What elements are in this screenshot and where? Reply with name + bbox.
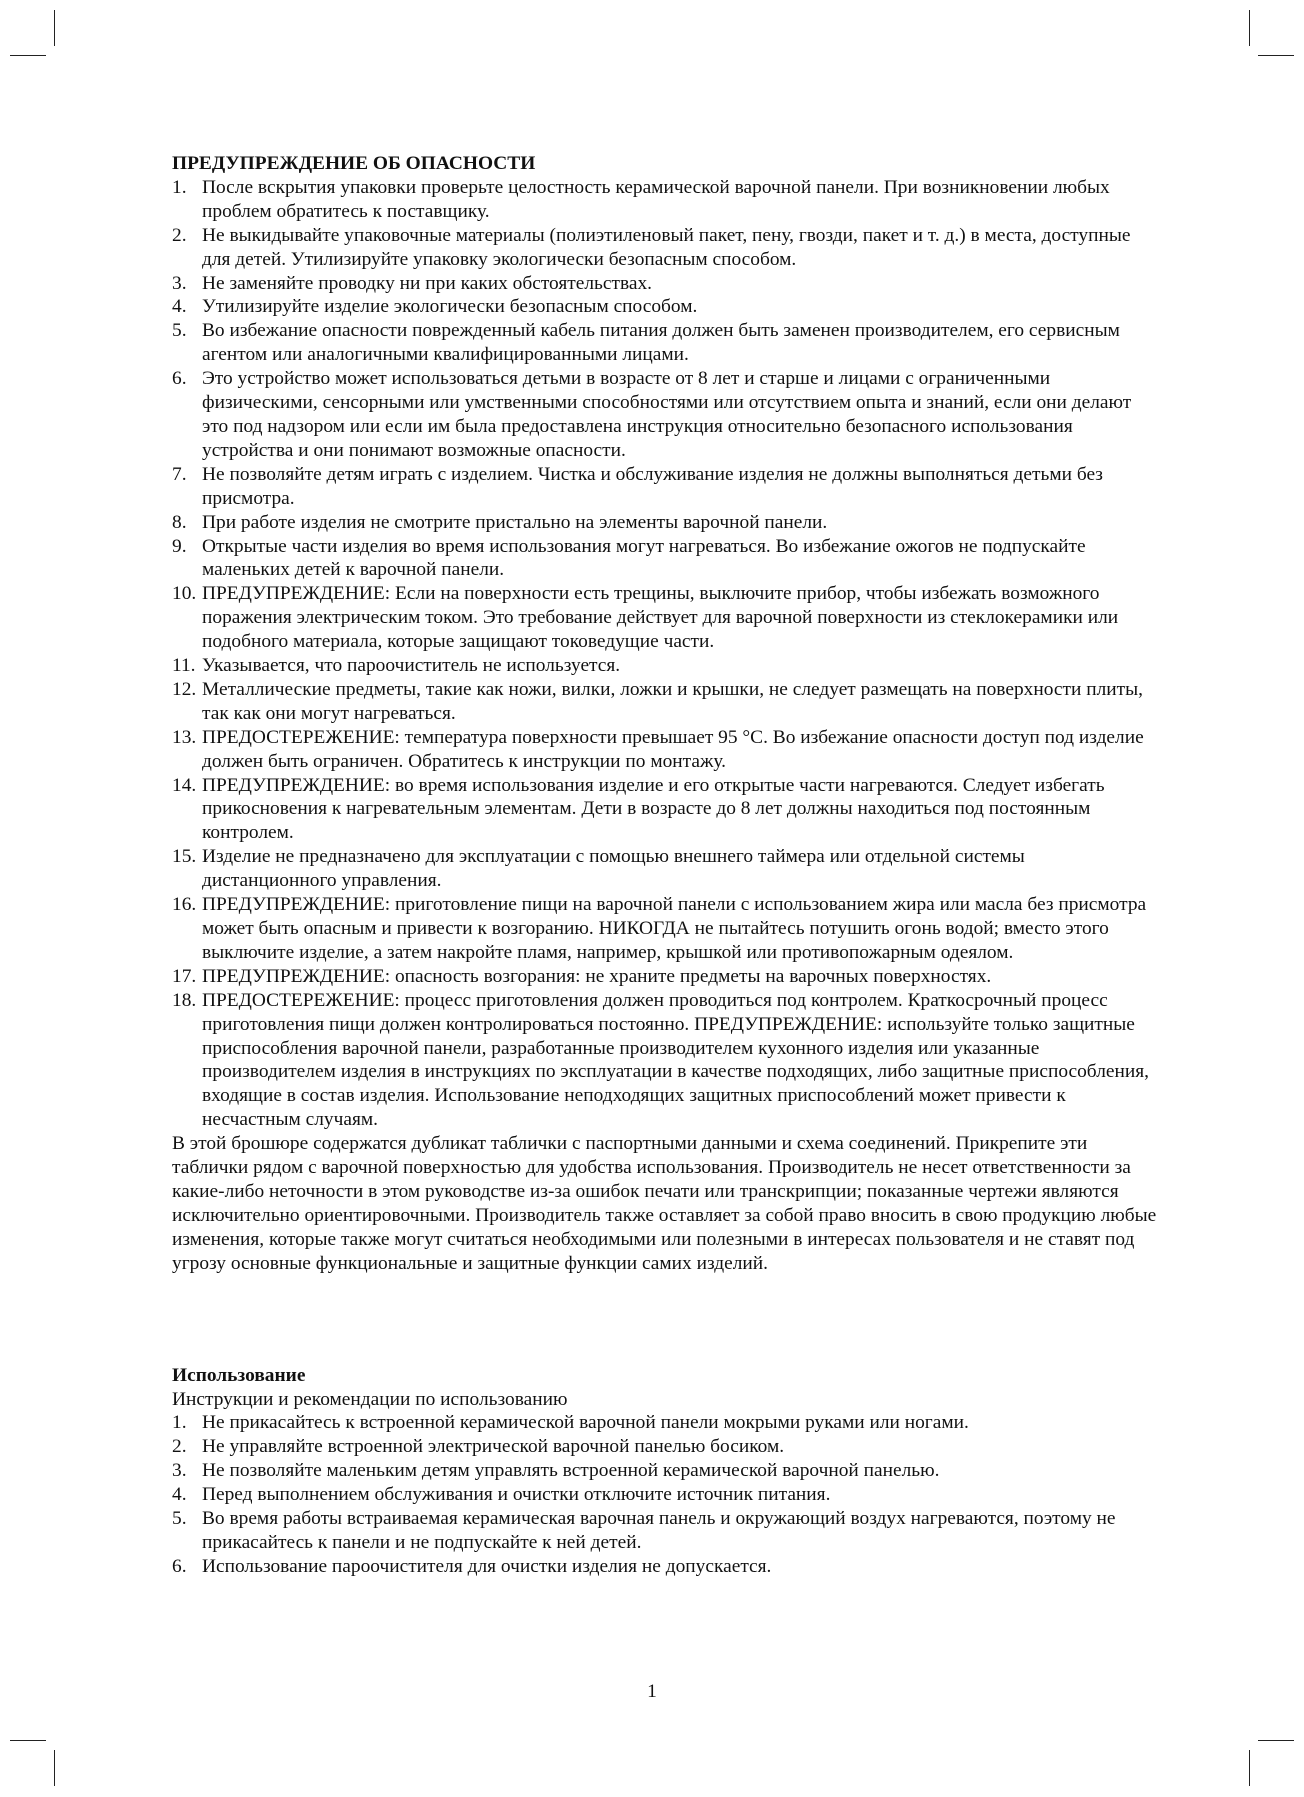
list-item [172,319,1162,367]
list-item [172,1507,1162,1555]
list-item-text: ПРЕДУПРЕЖДЕНИЕ: во время использования изделие и его открытые части нагреваются. Следует избегать прикосновения к нагревательным элементам. Дети в возрасте до 8 лет должны находиться под постоянным контролем. [202,774,1105,844]
list-item-number: 10. [172,583,197,605]
list-item [172,582,1162,654]
usage-list [172,1411,1162,1578]
list-item-text: Не прикасайтесь к встроенной керамической варочной панели мокрыми руками или ногами. [202,1412,969,1434]
list-item-text: Не заменяйте проводку ни при каких обстоятельствах. [202,272,653,294]
list-item-number: 6. [172,1555,187,1577]
list-item-number: 4. [172,1484,187,1506]
list-item [172,367,1162,463]
list-item-text: ПРЕДОСТЕРЕЖЕНИЕ: температура поверхности превышает 95 °С. Во избежание опасности доступ под изделие должен быть ограничен. Обратитесь к инструкции по монтажу. [202,726,1144,772]
list-item-text: ПРЕДУПРЕЖДЕНИЕ: Если на поверхности есть трещины, выключите прибор, чтобы избежать возможного поражения электрическим током. Это требование действует для варочной поверхности из стеклокерамики или подобного материала, которые защищают токоведущие части. [202,583,1119,653]
list-item-text: Это устройство может использоваться детьми в возрасте от 8 лет и старше и лицами с ограниченными физическими, сенсорными или умственными способностями или отсутствием опыта и знаний, если они делают это под надзором или если им была предоставлена инструкция относительно безопасного использования устройства и они понимают возможные опасности. [202,368,1132,461]
list-item-number: 13. [172,726,197,748]
list-item [172,272,1162,296]
list-item-text: После вскрытия упаковки проверьте целостность керамической варочной панели. При возникновении любых проблем обратитесь к поставщику. [202,176,1110,222]
crop-mark [54,1750,55,1786]
list-item [172,678,1162,726]
list-item-text: Открытые части изделия во время использования могут нагреваться. Во избежание ожогов не подпускайте маленьких детей к варочной панели. [202,535,1086,581]
list-item [172,774,1162,846]
list-item [172,463,1162,511]
page-number: 1 [647,1681,657,1702]
list-item [172,224,1162,272]
list-item [172,654,1162,678]
document-body [172,152,1162,1579]
spacer [172,1276,1162,1364]
list-item-text: Металлические предметы, такие как ножи, вилки, ложки и крышки, не следует размещать на поверхности плиты, так как они могут нагреваться. [202,678,1143,724]
crop-mark [1249,1750,1250,1786]
list-item-text: Использование пароочистителя для очистки изделия не допускается. [202,1555,772,1577]
list-item [172,176,1162,224]
list-item-number: 9. [172,535,187,557]
list-item [172,893,1162,965]
list-item-number: 14. [172,774,197,796]
section-heading-usage: Использование [172,1364,306,1386]
list-item-text: ПРЕДОСТЕРЕЖЕНИЕ: процесс приготовления должен проводиться под контролем. Краткосрочный процесс приготовления пищи должен контролироваться постоянно. ПРЕДУПРЕЖДЕНИЕ: используйте только защитные приспособления варочной панели, разработанные производителем кухонного изделия или указанные производителем изделия в инструкциях по эксплуатации в качестве подходящих, либо защитные приспособления, входящие в состав изделия. Использование неподходящих защитных приспособлений может привести к несчастным случаям. [202,989,1149,1131]
list-item-number: 3. [172,1460,187,1482]
list-item [172,845,1162,893]
list-item-number: 2. [172,224,187,246]
list-item-number: 5. [172,320,187,342]
list-item-text: Не позволяйте маленьким детям управлять встроенной керамической варочной панелью. [202,1460,940,1482]
list-item-number: 7. [172,463,187,485]
list-item-number: 2. [172,1436,187,1458]
usage-subheading: Инструкции и рекомендации по использованию [172,1388,568,1410]
list-item-text: Не позволяйте детям играть с изделием. Чистка и обслуживание изделия не должны выполняться детьми без присмотра. [202,463,1103,509]
list-item-text: Утилизируйте изделие экологически безопасным способом. [202,296,698,318]
list-item [172,1435,1162,1459]
list-item-text: ПРЕДУПРЕЖДЕНИЕ: опасность возгорания: не храните предметы на варочных поверхностях. [202,965,992,987]
list-item [172,1555,1162,1579]
list-item [172,989,1162,1132]
crop-mark [1258,1740,1294,1741]
list-item-number: 6. [172,368,187,390]
list-item-number: 1. [172,1412,187,1434]
crop-mark [10,55,46,56]
list-item-text: При работе изделия не смотрите пристально на элементы варочной панели. [202,511,828,533]
crop-mark [1258,55,1294,56]
list-item-number: 5. [172,1508,187,1530]
list-item [172,726,1162,774]
crop-mark [10,1740,46,1741]
list-item [172,965,1162,989]
list-item-text: Не управляйте встроенной электрической варочной панелью босиком. [202,1436,785,1458]
list-item-number: 17. [172,965,197,987]
list-item [172,295,1162,319]
list-item [172,511,1162,535]
warning-list [172,176,1162,1132]
crop-mark [54,10,55,46]
list-item [172,1411,1162,1435]
list-item-text: Перед выполнением обслуживания и очистки отключите источник питания. [202,1484,831,1506]
crop-mark [1249,10,1250,46]
closing-paragraph: В этой брошюре содержатся дубликат таблички с паспортными данными и схема соединений. Прикрепите эти таблички рядом с варочной поверхностью для удобства использования. Производитель не несет ответственности за какие-либо неточности в этом руководстве из-за ошибок печати или транскрипции; показанные чертежи являются исключительно ориентировочными. Производитель также оставляет за собой право вносить в свою продукцию любые изменения, которые также могут считаться необходимыми или полезными в интересах пользователя и не ставят под угрозу основные функциональные и защитные функции самих изделий. [172,1133,1157,1274]
list-item-number: 18. [172,989,197,1011]
list-item [172,1483,1162,1507]
list-item-number: 8. [172,511,187,533]
list-item-number: 4. [172,296,187,318]
list-item-text: Изделие не предназначено для эксплуатации с помощью внешнего таймера или отдельной системы дистанционного управления. [202,846,1025,892]
section-heading-warning: ПРЕДУПРЕЖДЕНИЕ ОБ ОПАСНОСТИ [172,153,536,174]
list-item-number: 15. [172,846,197,868]
list-item-number: 11. [172,655,196,677]
list-item-text: ПРЕДУПРЕЖДЕНИЕ: приготовление пищи на варочной панели с использованием жира или масла без присмотра может быть опасным и привести к возгоранию. НИКОГДА не пытайтесь потушить огонь водой; вместо этого выключите изделие, а затем накройте пламя, например, крышкой или противопожарным одеялом. [202,894,1147,963]
list-item-text: Не выкидывайте упаковочные материалы (полиэтиленовый пакет, пену, гвозди, пакет и т. д.) в места, доступные для детей. Утилизируйте упаковку экологически безопасным способом. [202,224,1131,270]
list-item-text: Во избежание опасности поврежденный кабель питания должен быть заменен производителем, его сервисным агентом или аналогичными квалифицированными лицами. [202,320,1120,366]
list-item [172,535,1162,583]
list-item [172,1459,1162,1483]
list-item-number: 3. [172,272,187,294]
list-item-number: 12. [172,678,197,700]
list-item-text: Во время работы встраиваемая керамическая варочная панель и окружающий воздух нагреваются, поэтому не прикасайтесь к панели и не подпускайте к ней детей. [202,1508,1116,1553]
list-item-number: 16. [172,894,197,916]
list-item-number: 1. [172,176,187,198]
list-item-text: Указывается, что пароочиститель не используется. [202,655,621,677]
